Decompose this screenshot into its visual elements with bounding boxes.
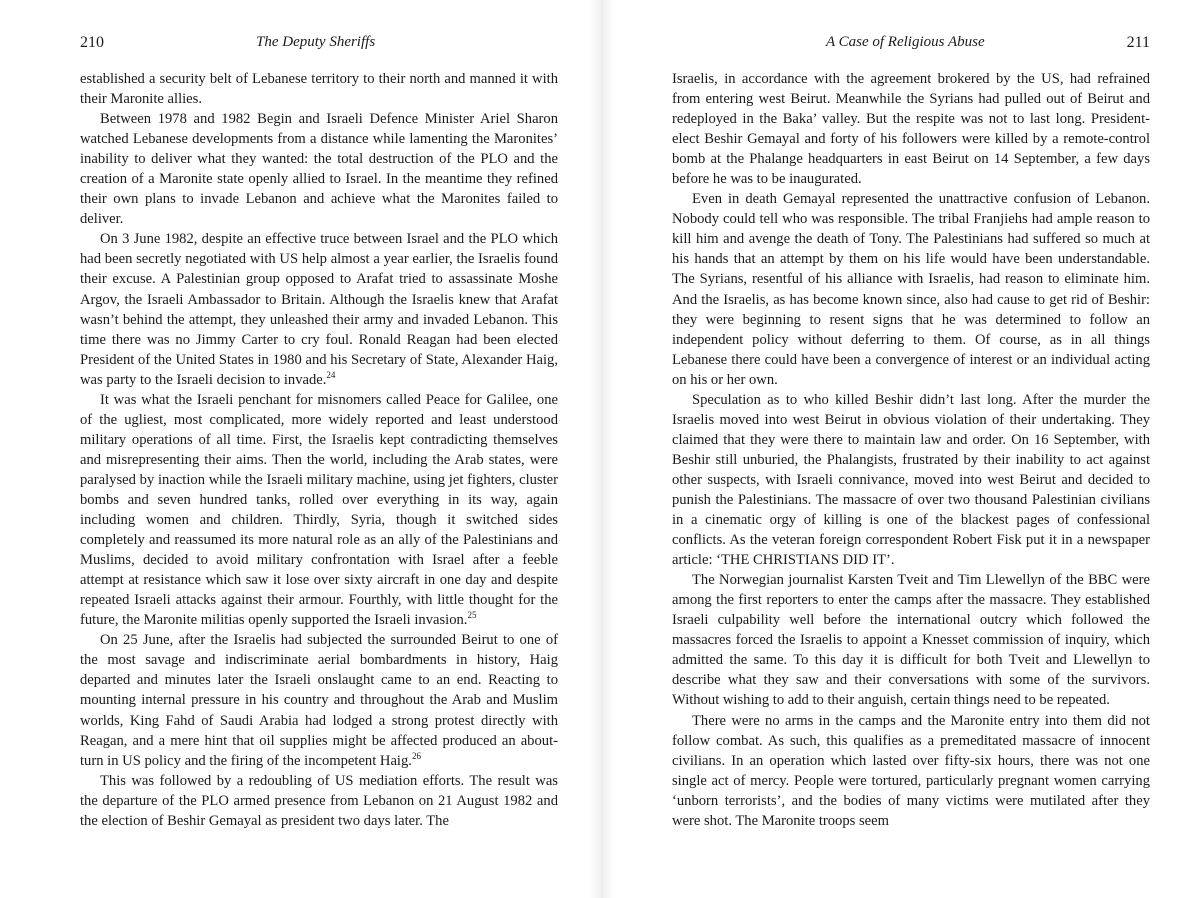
running-head-title-right: A Case of Religious Abuse: [826, 34, 985, 50]
book-gutter: [590, 0, 614, 898]
paragraph: The Norwegian journalist Karsten Tveit and Tim Llewellyn of the BBC were among the first reporters to enter the camps after the massacre. They established Israeli culpability well before the international outcry which followed the massacres forced the Israelis to appoint a Knesset commission of inquiry, which admitted the same. To this day it is difficult for both Tveit and Llewellyn to describe what they saw and their conversations with some of the survivors. Without wishing to add to their anguish, certain things need to be repeated.: [672, 572, 1150, 709]
paragraph: There were no arms in the camps and the Maronite entry into them did not follow combat. As such, this qualifies as a premeditated massacre of innocent civilians. In an operation which lasted over fifty-six hours, there was not one single act of mercy. People were tortured, particularly pregnant women carrying ‘unborn terrorists’, and the bodies of many victims were mutilated after they were shot. The Maronite troops seem: [672, 712, 1150, 829]
paragraph: This was followed by a redoubling of US mediation efforts. The result was the departure of the PLO armed presence from Lebanon on 21 August 1982 and the election of Beshir Gemayal as president two days later. The: [80, 772, 558, 829]
footnote-ref: 25: [467, 610, 477, 621]
paragraph: established a security belt of Lebanese territory to their north and manned it with their Maronite allies.: [80, 71, 558, 108]
paragraph: Israelis, in accordance with the agreement brokered by the US, had refrained from entering west Beirut. Meanwhile the Syrians had pulled out of Beirut and redeployed in the Baka’ valley. But the respite was not to last long. President-elect Beshir Gemayal and forty of his followers were killed by a remote-control bomb at the Phalange headquarters in east Beirut on 14 September, a few days before he was to be inaugurated.: [672, 71, 1150, 188]
right-page-text: [672, 69, 1150, 831]
footnote-ref: 24: [326, 369, 336, 380]
paragraph: It was what the Israeli penchant for misnomers called Peace for Galilee, one of the ugliest, most complicated, more widely reported and least understood military operations of all time. First, the Israelis kept contradicting themselves and misrepresenting their aims. Then the world, including the Arab states, were paralysed by inaction while the Israeli military machine, using jet fighters, cluster bombs and seven hundred tanks, rolled over everything in its way, again including women and children. Thirdly, Syria, though it switched sides completely and reassumed its more natural role as an ally of the Palestinians and Muslims, decided to avoid military confrontation with Israel after a feeble attempt at resistance which saw it lose over sixty aircraft in one day and despite repeated Israeli attacks against their armour. Fourthly, with little thought for the future, the Maronite militias openly supported the Israeli invasion.$^{25}$: [80, 391, 558, 629]
running-head-right: [672, 34, 1150, 58]
paragraph: On 3 June 1982, despite an effective truce between Israel and the PLO which had been secretly negotiated with US help almost a year earlier, the Israelis found their excuse. A Palestinian group opposed to Arafat tried to assassinate Moshe Argov, the Israeli Ambassador to Britain. Although the Israelis knew that Arafat wasn’t behind the attempt, they unleashed their army and invaded Lebanon. This time there was no Jimmy Carter to cry foul. Ronald Reagan had been elected President of the United States in 1980 and his Secretary of State, Alexander Haig, was party to the Israeli decision to invade.$^{24}$: [80, 231, 558, 388]
paragraph: Even in death Gemayal represented the unattractive confusion of Lebanon. Nobody could tell who was responsible. The tribal Franjiehs had ample reason to kill him and avenge the death of Tony. The Palestinians had suffered so much at his hands that an attempt by them on his life would have been understandable. The Syrians, resentful of his alliance with Israelis, had reason to eliminate him. And the Israelis, as has become known since, also had cause to get rid of Beshir: they were beginning to resent signs that he was determined to follow an independent policy without deferring to them. Of course, as in all things Lebanese there could have been a convergence of interest or an individual acting on his or her own.: [672, 191, 1150, 388]
page-number-left: 210: [80, 34, 104, 51]
paragraph: On 25 June, after the Israelis had subjected the surrounded Beirut to one of the most savage and indiscriminate aerial bombardments in history, Haig departed and minutes later the Israeli onslaught came to an end. Reacting to mounting internal pressure in his country and throughout the Arab and Muslim worlds, King Fahd of Saudi Arabia had lodged a strong protest directly with Reagan, and a mere hint that oil supplies might be affected produced an about-turn in US policy and the firing of the incompetent Haig.$^{26}$: [80, 632, 558, 769]
page-number-right: 211: [1126, 34, 1150, 51]
footnote-ref: 26: [411, 750, 421, 761]
running-head-left: [80, 34, 558, 58]
left-page-text: [80, 69, 558, 831]
running-head-title-left: The Deputy Sheriffs: [256, 34, 376, 50]
paragraph: Between 1978 and 1982 Begin and Israeli Defence Minister Ariel Sharon watched Lebanese developments from a distance while lamenting the Maronites’ inability to deliver what they wanted: the total destruction of the PLO and the creation of a Maronite state openly allied to Israel. In the meantime they refined their own plans to invade Lebanon and achieve what the Maronites failed to deliver.: [80, 111, 558, 228]
paragraph: Speculation as to who killed Beshir didn’t last long. After the murder the Israelis moved into west Beirut in obvious violation of their undertaking. They claimed that they were there to maintain law and order. On 16 September, with Beshir still unburied, the Phalangists, frustrated by their inability to act against other suspects, with Israeli connivance, moved into west Beirut and decided to punish the Palestinians. The massacre of over two thousand Palestinian civilians in a cinematic orgy of killing is one of the blackest pages of confessional conflicts. As the veteran foreign correspondent Robert Fisk put it in a newspaper article: ‘THE CHRISTIANS DID IT’.: [672, 391, 1150, 569]
